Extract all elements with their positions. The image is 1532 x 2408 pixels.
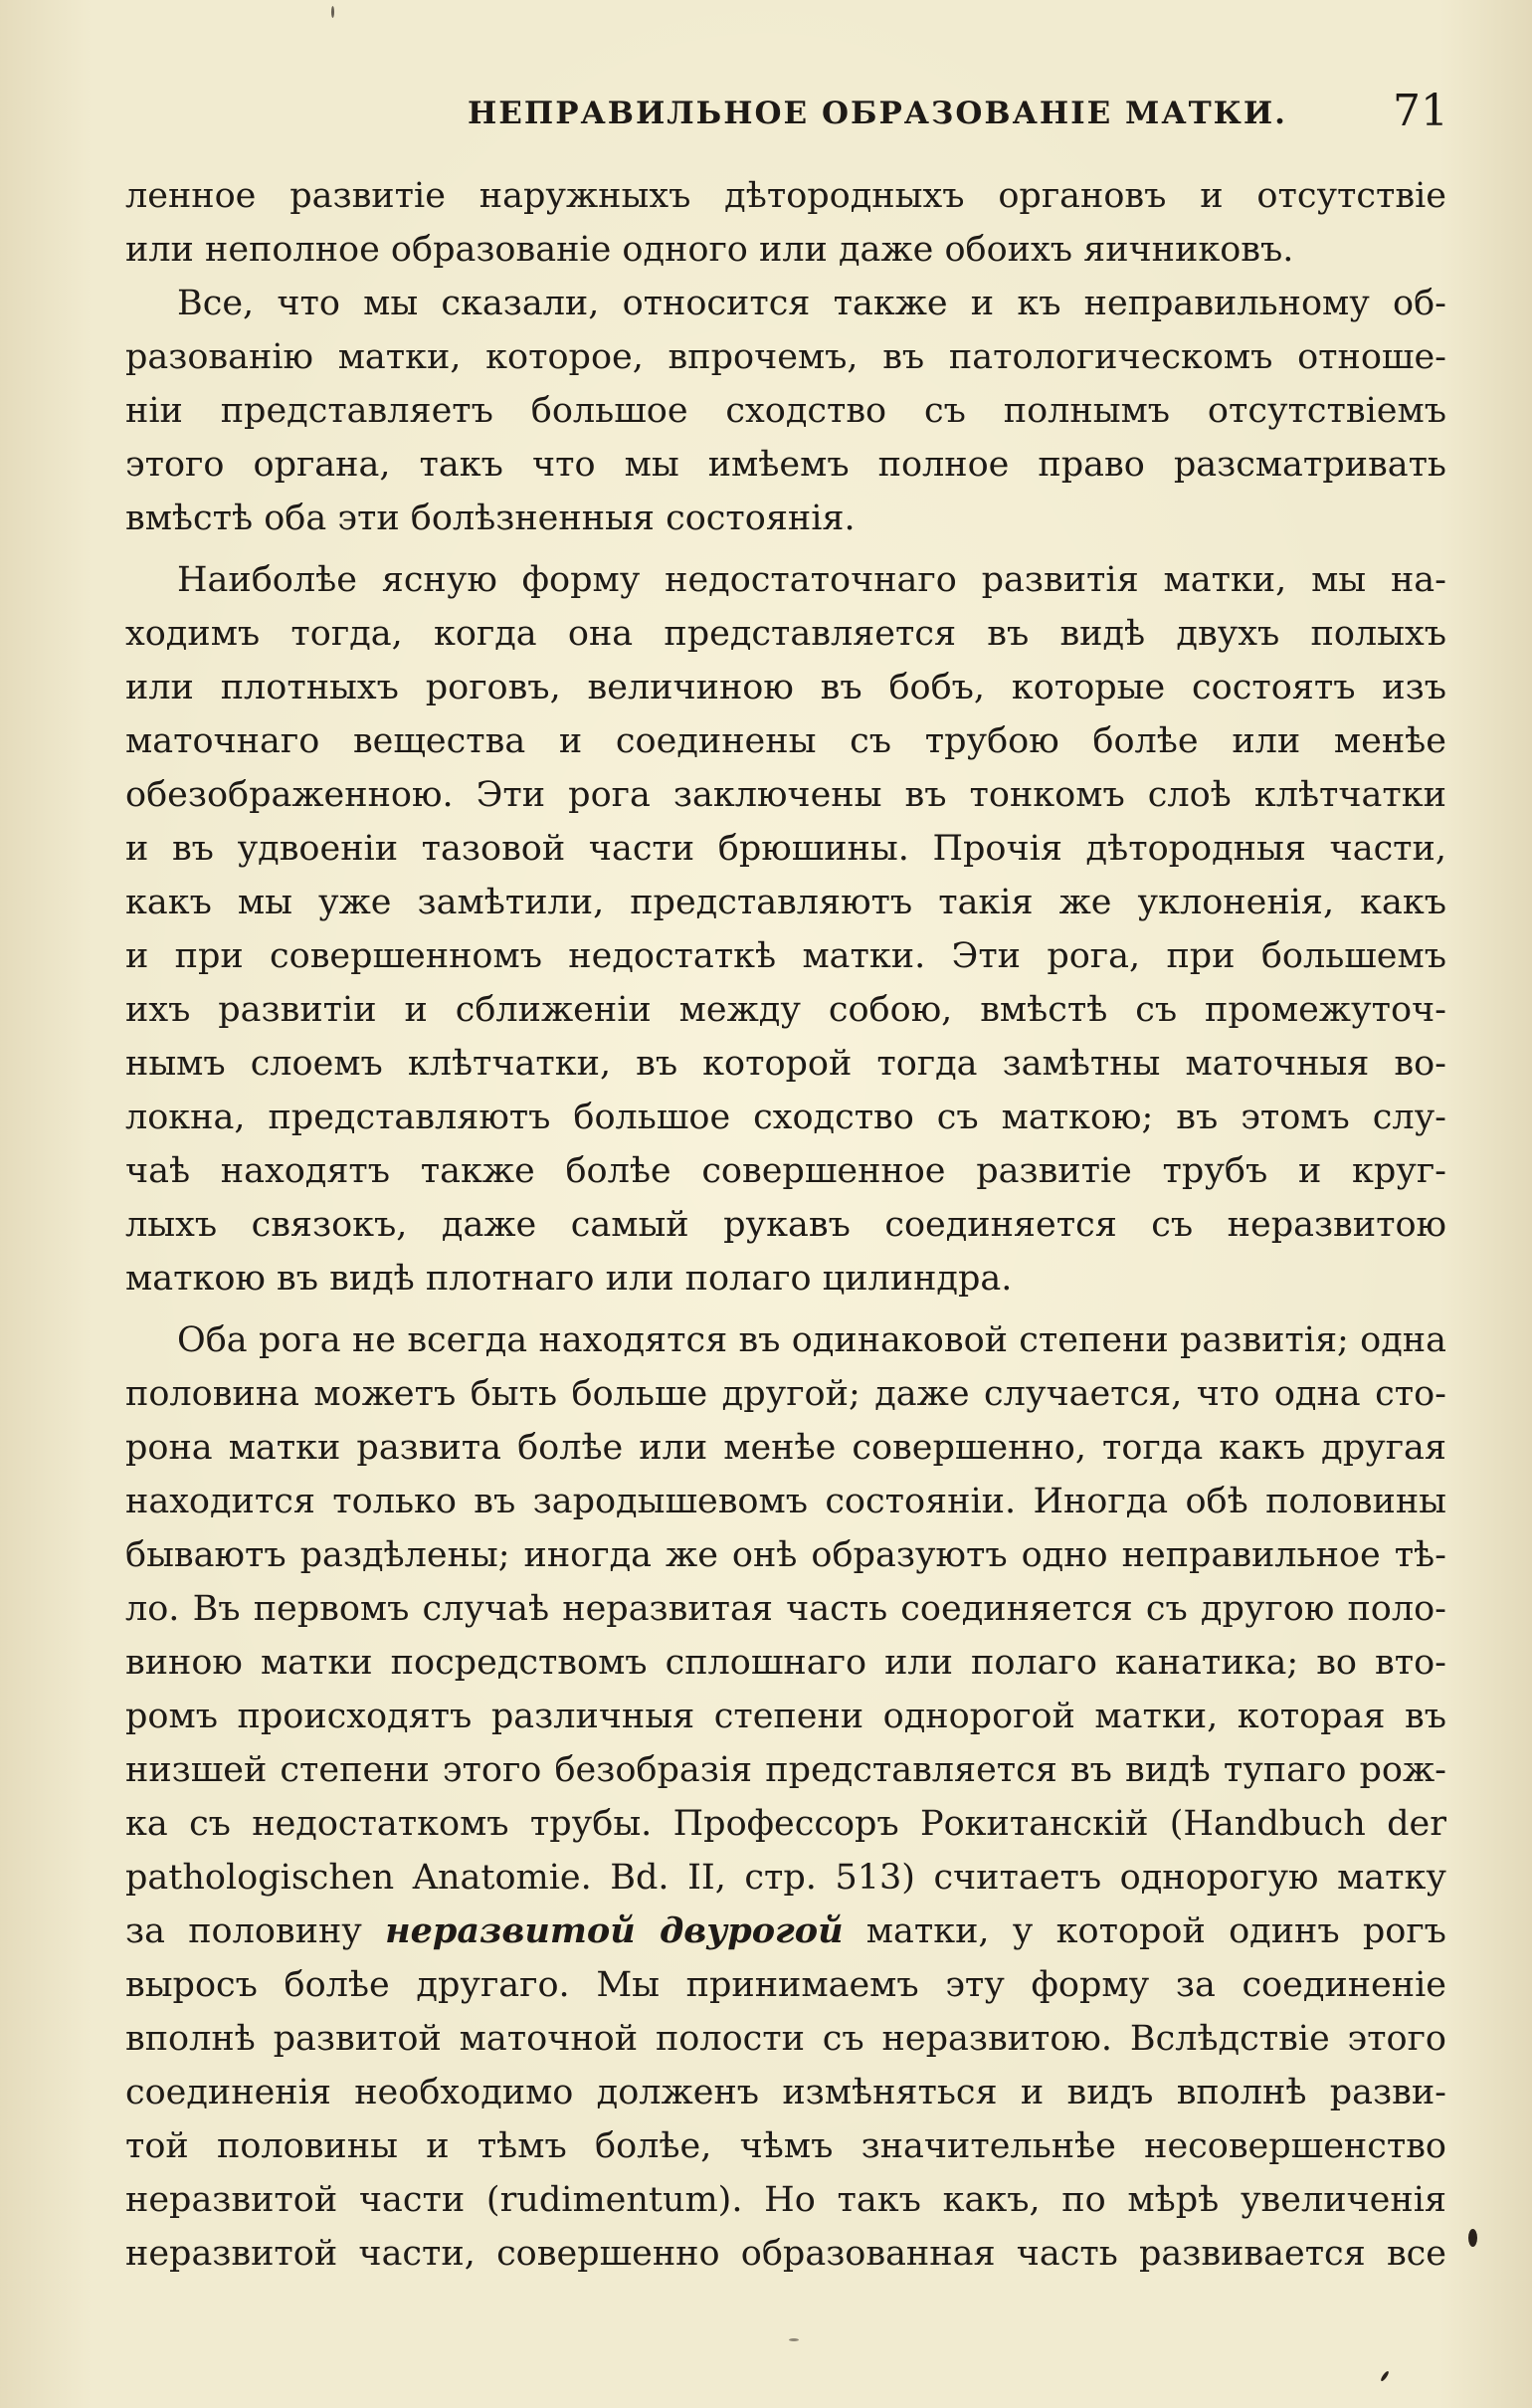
text-line: маточнаго вещества и соединены съ трубою болѣе или менѣе bbox=[125, 721, 1446, 761]
text-line: ромъ происходятъ различныя степени однорогой матки, которая въ bbox=[125, 1697, 1446, 1736]
text-line: какъ мы уже замѣтили, представляютъ такія же уклоненія, какъ bbox=[125, 883, 1446, 922]
text-line: этого органа, такъ что мы имѣемъ полное право разсматривать bbox=[125, 445, 1446, 485]
ink-speck bbox=[789, 2338, 799, 2341]
running-title: НЕПРАВИЛЬНОЕ ОБРАЗОВАНІЕ МАТКИ. bbox=[468, 96, 1287, 131]
ink-speck bbox=[1468, 2229, 1477, 2247]
text-line: неразвитой части, совершенно образованная часть развивается все bbox=[125, 2234, 1446, 2274]
text-line: или неполное образованіе одного или даже обоихъ яичниковъ. bbox=[125, 230, 1294, 270]
text-line: pathologischen Anatomie. Bd. II, стр. 513) считаетъ однорогую матку bbox=[125, 1858, 1446, 1898]
ink-speck bbox=[1380, 2370, 1390, 2382]
text-line: обезображенною. Эти рога заключены въ тонкомъ слоѣ клѣтчатки bbox=[125, 775, 1446, 815]
text-line: рона матки развита болѣе или менѣе совершенно, тогда какъ другая bbox=[125, 1428, 1446, 1468]
text-line: ка съ недостаткомъ трубы. Профессоръ Рокитанскій (Handbuch der bbox=[125, 1804, 1446, 1844]
text-line: Наиболѣе ясную форму недостаточнаго развитія матки, мы на- bbox=[177, 560, 1446, 600]
text-line: вполнѣ развитой маточной полости съ неразвитою. Вслѣдствіе этого bbox=[125, 2019, 1446, 2059]
text-line: и при совершенномъ недостаткѣ матки. Эти рога, при большемъ bbox=[125, 936, 1446, 976]
body-text bbox=[125, 169, 1446, 2281]
text-line: нымъ слоемъ клѣтчатки, въ которой тогда замѣтны маточныя во- bbox=[125, 1044, 1446, 1084]
ink-speck bbox=[331, 6, 334, 18]
text-line: виною матки посредствомъ сплошнаго или полаго канатика; во вто- bbox=[125, 1643, 1446, 1683]
text-line: чаѣ находятъ также болѣе совершенное развитіе трубъ и круг- bbox=[125, 1151, 1446, 1191]
text-line: ленное развитіе наружныхъ дѣтородныхъ органовъ и отсутствіе bbox=[125, 176, 1446, 216]
text-line: Все, что мы сказали, относится также и къ неправильному об- bbox=[177, 284, 1446, 323]
text-line: находится только въ зародышевомъ состояніи. Иногда обѣ половины bbox=[125, 1482, 1446, 1521]
text-line: неразвитой части (rudimentum). Но такъ какъ, по мѣрѣ увеличенія bbox=[125, 2180, 1446, 2220]
text-line: выросъ болѣе другаго. Мы принимаемъ эту форму за соединеніе bbox=[125, 1965, 1446, 2005]
text-line: ніи представляетъ большое сходство съ полнымъ отсутствіемъ bbox=[125, 391, 1446, 431]
text-line: или плотныхъ роговъ, величиною въ бобъ, которые состоятъ изъ bbox=[125, 668, 1446, 707]
text-line: локна, представляютъ большое сходство съ маткою; въ этомъ слу- bbox=[125, 1098, 1446, 1137]
text-line: половина можетъ быть больше другой; даже случается, что одна сто- bbox=[125, 1374, 1446, 1414]
text-line: ходимъ тогда, когда она представляется въ видѣ двухъ полыхъ bbox=[125, 614, 1446, 654]
text-line: той половины и тѣмъ болѣе, чѣмъ значительнѣе несовершенство bbox=[125, 2126, 1446, 2166]
text-line-with-italic bbox=[125, 1905, 1446, 1958]
text-line: соединенія необходимо долженъ измѣняться и видъ вполнѣ разви- bbox=[125, 2073, 1446, 2112]
text-line: вмѣстѣ оба эти болѣзненныя состоянія. bbox=[125, 499, 856, 538]
page-number: 71 bbox=[1393, 86, 1448, 136]
text-line: лыхъ связокъ, даже самый рукавъ соединяется съ неразвитою bbox=[125, 1205, 1446, 1245]
text-line: низшей степени этого безобразія представляется въ видѣ тупаго рож- bbox=[125, 1750, 1446, 1790]
text-line: Оба рога не всегда находятся въ одинаковой степени развитія; одна bbox=[177, 1320, 1446, 1360]
text-line: и въ удвоеніи тазовой части брюшины. Прочія дѣтородныя части, bbox=[125, 829, 1446, 869]
text-run: за половину bbox=[125, 1911, 362, 1951]
text-line: бываютъ раздѣлены; иногда же онѣ образуютъ одно неправильное тѣ- bbox=[125, 1535, 1446, 1575]
text-run: матки, у которой одинъ рогъ bbox=[865, 1911, 1446, 1951]
text-line: ло. Въ первомъ случаѣ неразвитая часть соединяется съ другою поло- bbox=[125, 1589, 1446, 1629]
text-line: разованію матки, которое, впрочемъ, въ патологическомъ отноше- bbox=[125, 337, 1446, 377]
text-line: ихъ развитіи и сближеніи между собою, вмѣстѣ съ промежуточ- bbox=[125, 990, 1446, 1030]
italic-term: неразвитой двурогой bbox=[385, 1910, 844, 1951]
text-line: маткою въ видѣ плотнаго или полаго цилиндра. bbox=[125, 1259, 1013, 1299]
